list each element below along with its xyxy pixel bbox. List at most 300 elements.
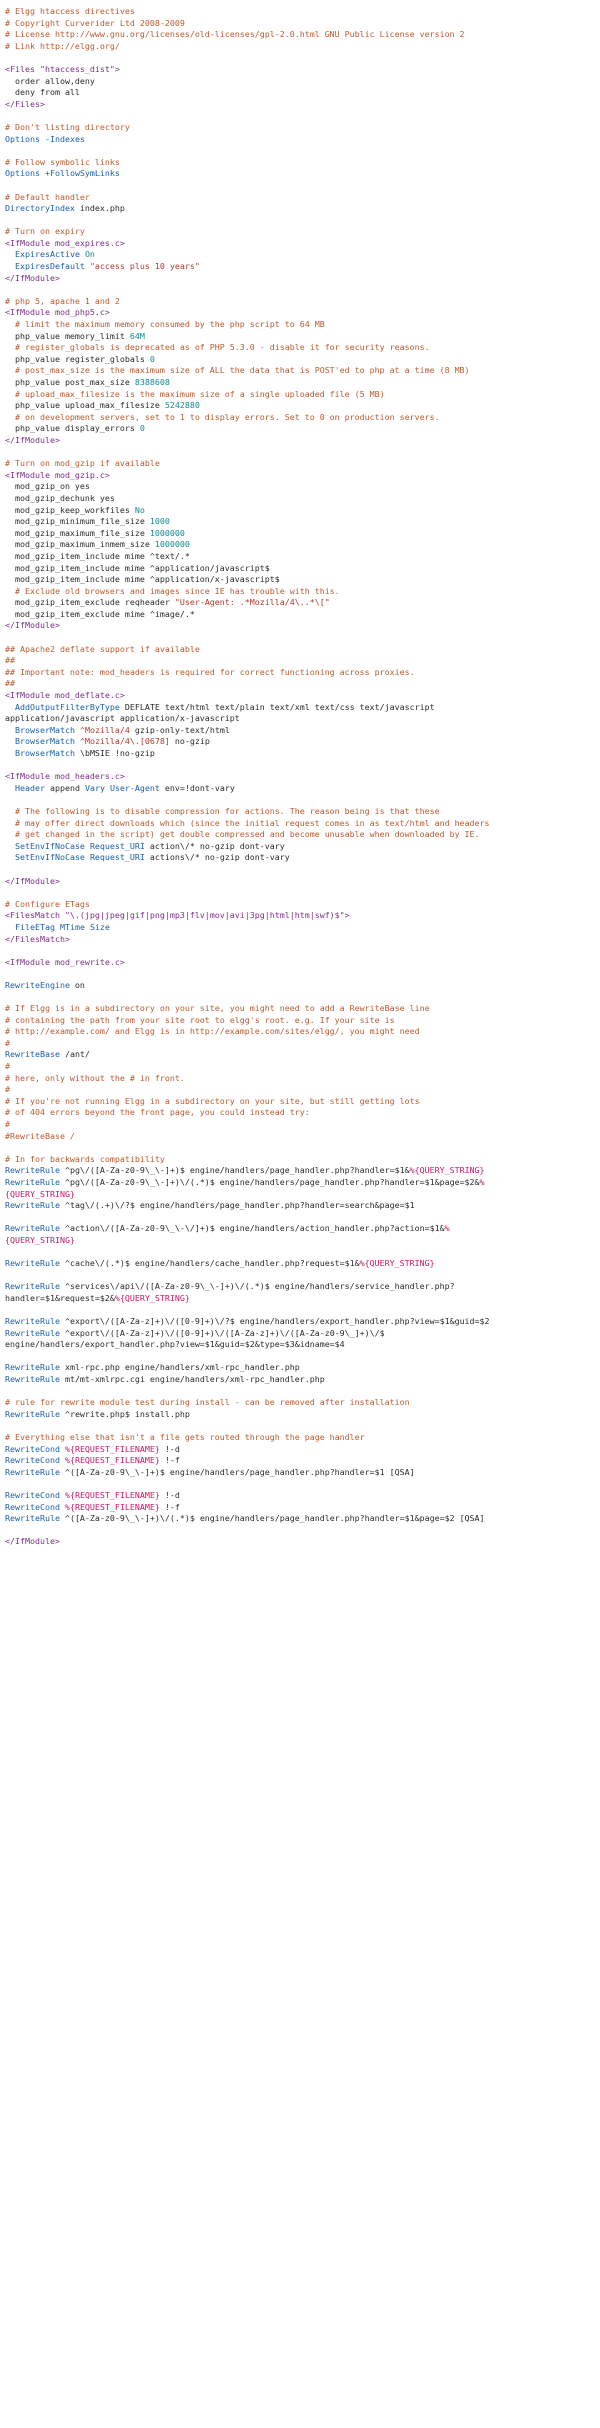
code-token: no-gzip xyxy=(169,736,210,747)
code-line xyxy=(5,1386,600,1398)
tag-token: </IfModule> xyxy=(5,434,60,445)
comment-token: # limit the maximum memory consumed by the php script to 64 MB xyxy=(5,319,325,330)
directive-token: User-Agent xyxy=(109,782,160,793)
code-line xyxy=(5,516,600,528)
code-line xyxy=(5,342,600,354)
code-token: DEFLATE text/html text/plain text/xml text/css text/javascript xyxy=(119,701,435,712)
directive-token: Request_URI xyxy=(89,840,145,851)
code-token: actions\/* no-gzip dont-vary xyxy=(144,852,290,863)
code-line xyxy=(5,1107,600,1119)
code-line xyxy=(5,52,600,64)
tag-token: </IfModule> xyxy=(5,272,60,283)
code-line xyxy=(5,1444,600,1456)
code-line xyxy=(5,110,600,122)
code-token: xml-rpc.php engine/handlers/xml-rpc_handler.php xyxy=(59,1362,300,1373)
directive-token: RewriteCond xyxy=(5,1455,60,1466)
code-token xyxy=(5,702,15,712)
variable-token: % xyxy=(479,1176,485,1187)
code-line xyxy=(5,1177,600,1189)
code-line xyxy=(5,1119,600,1131)
comment-token: # xyxy=(5,1119,10,1129)
directive-token: ExpiresDefault xyxy=(15,261,85,272)
code-token: on xyxy=(69,979,85,990)
code-token: ^action\/([A-Za-z0-9\_\-\/]+)$ engine/handlers/action_handler.php?action=$1& xyxy=(59,1223,445,1234)
code-line xyxy=(5,1328,600,1340)
code-line xyxy=(5,725,600,737)
code-token: order allow,deny xyxy=(5,75,95,86)
variable-token: %{QUERY_STRING} xyxy=(114,1292,190,1303)
comment-token: # Turn on expiry xyxy=(5,226,85,237)
code-line xyxy=(5,702,600,714)
comment-token: # php 5, apache 1 and 2 xyxy=(5,295,120,306)
code-line xyxy=(5,551,600,563)
comment-token: # Follow symbolic links xyxy=(5,156,120,167)
code-line xyxy=(5,806,600,818)
code-line xyxy=(5,1189,600,1201)
code-line xyxy=(5,215,600,227)
comment-token: #RewriteBase / xyxy=(5,1130,75,1141)
code-token: php_value display_errors xyxy=(5,423,140,434)
code-line xyxy=(5,1096,600,1108)
comment-token: # here, only without the # in front. xyxy=(5,1072,185,1083)
code-line xyxy=(5,760,600,772)
comment-token: ## Important note: mod_headers is required for correct functioning across proxies. xyxy=(5,666,415,677)
code-token: mod_gzip_on yes xyxy=(5,481,90,492)
code-token: php_value memory_limit xyxy=(5,330,130,341)
directive-token: Request_URI xyxy=(89,852,145,863)
code-line xyxy=(5,1513,600,1525)
code-line xyxy=(5,87,600,99)
directive-token: RewriteRule xyxy=(5,1258,60,1269)
code-token xyxy=(5,736,15,746)
variable-token: {QUERY_STRING} xyxy=(5,1234,75,1245)
code-line xyxy=(5,238,600,250)
code-line xyxy=(5,528,600,540)
comment-token: # Don't listing directory xyxy=(5,121,130,132)
code-line xyxy=(5,447,600,459)
directive-token: -Indexes xyxy=(44,133,85,144)
string-token: "User-Agent: .*Mozilla/4\..*\[" xyxy=(174,597,330,608)
code-line xyxy=(5,261,600,273)
code-line xyxy=(5,1455,600,1467)
code-token: php_value upload_max_filesize xyxy=(5,400,165,411)
code-line xyxy=(5,586,600,598)
directive-token: Options xyxy=(5,133,40,144)
tag-token: </IfModule> xyxy=(5,620,60,631)
variable-token: %{QUERY_STRING} xyxy=(359,1258,435,1269)
code-line xyxy=(5,1339,600,1351)
code-line xyxy=(5,1397,600,1409)
directive-token: RewriteCond xyxy=(5,1490,60,1500)
code-line xyxy=(5,1003,600,1015)
code-token: handler=$1&request=$2& xyxy=(5,1292,115,1303)
code-line xyxy=(5,1061,600,1073)
comment-token: # Elgg htaccess directives xyxy=(5,6,135,16)
code-line xyxy=(5,563,600,575)
code-line xyxy=(5,748,600,760)
comment-token: # Link http://elgg.org/ xyxy=(5,40,120,51)
code-token: !-f xyxy=(159,1455,180,1466)
code-line xyxy=(5,736,600,748)
code-line xyxy=(5,841,600,853)
number-token: 8388608 xyxy=(134,377,170,387)
code-line xyxy=(5,922,600,934)
code-token: action\/* no-gzip dont-vary xyxy=(144,840,285,851)
code-line xyxy=(5,192,600,204)
code-token: mt/mt-xmlrpc.cgi engine/handlers/xml-rpc_handler.php xyxy=(59,1374,325,1385)
code-token: ^tag\/(.+)\/?$ engine/handlers/page_handler.php?handler=search&page=$1 xyxy=(59,1200,415,1211)
string-token: "access plus 10 years" xyxy=(89,261,200,272)
tag-token: </Files> xyxy=(5,98,45,109)
code-token xyxy=(5,249,15,259)
number-token: 64M xyxy=(129,330,145,341)
number-token: 1000 xyxy=(149,516,170,527)
variable-token: %{REQUEST_FILENAME} xyxy=(64,1501,160,1512)
code-token: !-d xyxy=(159,1490,180,1500)
directive-token: BrowserMatch xyxy=(15,724,75,735)
directive-token: AddOutputFilterByType xyxy=(15,701,120,712)
code-token: ^rewrite.php$ install.php xyxy=(59,1408,190,1419)
number-token: 1000000 xyxy=(149,527,185,538)
code-line xyxy=(5,957,600,969)
code-line xyxy=(5,458,600,470)
code-line xyxy=(5,1247,600,1259)
code-line xyxy=(5,319,600,331)
code-line xyxy=(5,493,600,505)
code-line xyxy=(5,273,600,285)
comment-token: # post_max_size is the maximum size of ALL the data that is POST'ed to php at a time (8 MB) xyxy=(5,365,470,376)
directive-token: Options xyxy=(5,168,40,179)
code-line xyxy=(5,876,600,888)
comment-token: # http://example.com/ and Elgg is in http://example.com/sites/elgg/, you might need xyxy=(5,1026,420,1037)
number-token: 5242880 xyxy=(164,400,200,411)
directive-token: RewriteRule xyxy=(5,1176,60,1187)
code-line xyxy=(5,1235,600,1247)
code-token: ^pg\/([A-Za-z0-9\_\-]+)$ engine/handlers/page_handler.php?handler=$1& xyxy=(59,1165,410,1176)
code-line xyxy=(5,296,600,308)
code-token: mod_gzip_dechunk yes xyxy=(5,492,115,503)
code-token: mod_gzip_item_include mime ^text/.* xyxy=(5,550,190,561)
code-line xyxy=(5,145,600,157)
code-token: mod_gzip_item_exclude mime ^image/.* xyxy=(5,608,195,619)
code-line xyxy=(5,284,600,296)
code-line xyxy=(5,783,600,795)
code-line xyxy=(5,365,600,377)
directive-token: RewriteRule xyxy=(5,1316,60,1327)
code-line xyxy=(5,203,600,215)
comment-token: # Exclude old browsers and images since IE has trouble with this. xyxy=(5,585,340,596)
directive-token: RewriteRule xyxy=(5,1165,60,1176)
code-token: ^pg\/([A-Za-z0-9\_\-]+)\/(.*)$ engine/handlers/page_handler.php?handler=$1&page=$2& xyxy=(59,1176,480,1187)
code-line xyxy=(5,644,600,656)
directive-token: RewriteRule xyxy=(5,1466,60,1477)
code-line xyxy=(5,1351,600,1363)
code-line xyxy=(5,412,600,424)
code-token xyxy=(5,725,15,735)
code-token: mod_gzip_keep_workfiles xyxy=(5,504,135,515)
comment-token: # rule for rewrite module test during install - can be removed after installation xyxy=(5,1397,410,1408)
code-line xyxy=(5,1305,600,1317)
comment-token: # If you're not running Elgg in a subdirectory on your site, but still getting lots xyxy=(5,1095,420,1106)
directive-token: FileETag xyxy=(15,921,55,932)
code-token: \bMSIE !no-gzip xyxy=(74,748,155,758)
code-line xyxy=(5,76,600,88)
directive-token: RewriteRule xyxy=(5,1408,60,1419)
tag-token: </IfModule> xyxy=(5,1536,60,1547)
code-line xyxy=(5,1154,600,1166)
comment-token: # xyxy=(5,1061,10,1072)
tag-token: <IfModule mod_gzip.c> xyxy=(5,469,110,480)
code-line xyxy=(5,307,600,319)
code-line xyxy=(5,1293,600,1305)
comment-token: # upload_max_filesize is the maximum size of a single uploaded file (5 MB) xyxy=(5,388,385,399)
code-token: /ant/ xyxy=(59,1049,90,1060)
code-line xyxy=(5,1409,600,1421)
comment-token: # may offer direct downloads which (since the initial request comes in as text/html and headers xyxy=(5,817,490,828)
variable-token: %{QUERY_STRING} xyxy=(409,1165,485,1176)
tag-token: <FilesMatch "\.(jpg|jpeg|gif|png|mp3|flv|mov|avi|3pg|html|htm|swf)$"> xyxy=(5,910,350,921)
comment-token: # Configure ETags xyxy=(5,898,90,909)
code-line xyxy=(5,1502,600,1514)
code-line xyxy=(5,354,600,366)
code-token xyxy=(5,261,15,271)
code-line xyxy=(5,1142,600,1154)
code-token: engine/handlers/export_handler.php?view=$1&guid=$2&type=$3&idname=$4 xyxy=(5,1339,345,1350)
code-line xyxy=(5,249,600,261)
directive-token: RewriteRule xyxy=(5,1362,60,1373)
code-line xyxy=(5,934,600,946)
code-line xyxy=(5,1258,600,1270)
tag-token: <Files "htaccess_dist"> xyxy=(5,63,120,74)
code-line xyxy=(5,968,600,980)
code-line xyxy=(5,99,600,111)
code-line xyxy=(5,134,600,146)
code-line xyxy=(5,1015,600,1027)
tag-token: <IfModule mod_headers.c> xyxy=(5,771,125,782)
code-line xyxy=(5,470,600,482)
comment-token: ## xyxy=(5,678,15,689)
code-line xyxy=(5,29,600,41)
code-line xyxy=(5,1223,600,1235)
code-line xyxy=(5,1073,600,1085)
code-line xyxy=(5,1200,600,1212)
code-line xyxy=(5,1536,600,1548)
code-token: index.php xyxy=(74,203,125,214)
code-line xyxy=(5,1478,600,1490)
code-line xyxy=(5,168,600,180)
comment-token: # Everything else that isn't a file gets routed through the page handler xyxy=(5,1432,365,1443)
comment-token: # If Elgg is in a subdirectory on your site, you might need to add a RewriteBase line xyxy=(5,1003,430,1014)
tag-token: <IfModule mod_rewrite.c> xyxy=(5,956,125,967)
variable-token: %{REQUEST_FILENAME} xyxy=(64,1490,160,1500)
tag-token: <IfModule mod_expires.c> xyxy=(5,237,125,248)
directive-token: RewriteRule xyxy=(5,1281,60,1292)
code-line xyxy=(5,887,600,899)
directive-token: RewriteCond xyxy=(5,1443,60,1454)
code-line xyxy=(5,41,600,53)
directive-token: RewriteCond xyxy=(5,1501,60,1512)
code-token xyxy=(5,783,15,793)
code-line xyxy=(5,1490,600,1502)
comment-token: # Turn on mod_gzip if available xyxy=(5,458,160,469)
code-token xyxy=(5,922,15,932)
comment-token: # register_globals is deprecated as of PHP 5.3.0 - disable it for security reasons. xyxy=(5,342,430,353)
code-line xyxy=(5,122,600,134)
code-line xyxy=(5,818,600,830)
code-line xyxy=(5,377,600,389)
code-line xyxy=(5,991,600,1003)
string-token: ^Mozilla/4\.[0678] xyxy=(79,736,170,747)
tag-token: </IfModule> xyxy=(5,875,60,886)
code-token: ^services\/api\/([A-Za-z0-9\_\-]+)\/(.*)$ engine/handlers/service_handler.php? xyxy=(59,1281,455,1292)
variable-token: {QUERY_STRING} xyxy=(5,1188,75,1199)
variable-token: %{REQUEST_FILENAME} xyxy=(64,1443,160,1454)
code-line xyxy=(5,1165,600,1177)
directive-token: ExpiresActive xyxy=(15,249,80,260)
directive-token: BrowserMatch xyxy=(15,748,75,758)
variable-token: %{REQUEST_FILENAME} xyxy=(64,1455,160,1466)
comment-token: # get changed in the script) get double compressed and become unusable when downloaded by IE. xyxy=(5,829,480,840)
variable-token: % xyxy=(444,1223,450,1234)
number-token: No xyxy=(134,504,145,515)
code-line xyxy=(5,945,600,957)
code-token: mod_gzip_item_exclude reqheader xyxy=(5,597,175,608)
number-token: 0 xyxy=(139,423,145,434)
comment-token: ## xyxy=(5,655,15,666)
code-line xyxy=(5,64,600,76)
code-line xyxy=(5,539,600,551)
code-line xyxy=(5,1420,600,1432)
directive-token: BrowserMatch xyxy=(15,736,75,747)
code-token: ^export\/([A-Za-z]+)\/([0-9]+)\/([A-Za-z]+)\/([A-Za-z0-9\_]+)\/$ xyxy=(59,1327,385,1338)
number-token: On xyxy=(84,249,95,260)
code-token: php_value register_globals xyxy=(5,353,150,364)
tag-token: </FilesMatch> xyxy=(5,933,70,944)
code-line xyxy=(5,1026,600,1038)
code-line xyxy=(5,331,600,343)
code-line xyxy=(5,667,600,679)
code-line xyxy=(5,794,600,806)
code-line xyxy=(5,980,600,992)
code-token: ^cache\/(.*)$ engine/handlers/cache_handler.php?request=$1& xyxy=(59,1258,360,1269)
code-line xyxy=(5,910,600,922)
directive-token: Vary xyxy=(84,782,105,793)
comment-token: # xyxy=(5,1084,10,1095)
code-line xyxy=(5,609,600,621)
directive-token: RewriteRule xyxy=(5,1374,60,1385)
code-token: php_value post_max_size xyxy=(5,377,135,387)
code-line xyxy=(5,899,600,911)
code-token: ^([A-Za-z0-9\_\-]+)$ engine/handlers/page_handler.php?handler=$1 [QSA] xyxy=(59,1466,415,1477)
directive-token: RewriteRule xyxy=(5,1223,60,1234)
code-line xyxy=(5,423,600,435)
code-line xyxy=(5,1362,600,1374)
comment-token: ## Apache2 deflate support if available xyxy=(5,643,200,654)
comment-token: # Copyright Curverider Ltd 2008-2009 xyxy=(5,17,185,28)
comment-token: # License http://www.gnu.org/licenses/old-licenses/gpl-2.0.html GNU Public License version 2 xyxy=(5,29,465,40)
code-token: env=!dont-vary xyxy=(159,782,235,793)
code-line xyxy=(5,655,600,667)
code-token: mod_gzip_maximum_inmem_size xyxy=(5,539,155,550)
code-token: application/javascript application/x-javascript xyxy=(5,713,240,724)
code-line xyxy=(5,481,600,493)
comment-token: # xyxy=(5,1037,10,1048)
code-token: mod_gzip_item_include mime ^application/x-javascript$ xyxy=(5,574,280,585)
code-line xyxy=(5,1049,600,1061)
code-token: !-d xyxy=(159,1443,180,1454)
code-line xyxy=(5,864,600,876)
code-line xyxy=(5,678,600,690)
code-line xyxy=(5,632,600,644)
number-token: 1000000 xyxy=(154,539,190,550)
code-line xyxy=(5,690,600,702)
code-token xyxy=(5,841,15,851)
code-token: append xyxy=(44,782,85,793)
comment-token: # In for backwards compatibility xyxy=(5,1153,165,1164)
comment-token: # containing the path from your site root to elgg's root. e.g. If your site is xyxy=(5,1014,395,1025)
code-line xyxy=(5,1212,600,1224)
comment-token: # on development servers, set to 1 to display errors. Set to 0 on production servers. xyxy=(5,411,440,422)
code-line xyxy=(5,435,600,447)
code-token: gzip-only-text/html xyxy=(129,724,230,735)
code-line xyxy=(5,389,600,401)
code-line xyxy=(5,1038,600,1050)
number-token: 0 xyxy=(149,353,155,364)
code-token xyxy=(5,748,15,758)
directive-token: RewriteEngine xyxy=(5,979,70,990)
comment-token: # of 404 errors beyond the front page, you could instead try: xyxy=(5,1107,310,1118)
tag-token: <IfModule mod_deflate.c> xyxy=(5,690,125,701)
directive-token: RewriteRule xyxy=(5,1327,60,1338)
code-line xyxy=(5,400,600,412)
directive-token: RewriteBase xyxy=(5,1049,60,1060)
code-line xyxy=(5,180,600,192)
directive-token: SetEnvIfNoCase xyxy=(15,840,85,851)
string-token: ^Mozilla/4 xyxy=(79,724,130,735)
code-line xyxy=(5,1525,600,1537)
directive-token: SetEnvIfNoCase xyxy=(15,852,85,863)
code-token: !-f xyxy=(159,1501,180,1512)
code-line xyxy=(5,620,600,632)
directive-token: MTime Size xyxy=(59,921,110,932)
code-line xyxy=(5,852,600,864)
code-line xyxy=(5,1374,600,1386)
code-token: ^([A-Za-z0-9\_\-]+)\/(.*)$ engine/handlers/page_handler.php?handler=$1&page=$2 [QSA] xyxy=(59,1513,485,1524)
code-token: mod_gzip_minimum_file_size xyxy=(5,516,150,527)
code-line xyxy=(5,1131,600,1143)
code-line xyxy=(5,597,600,609)
directive-token: +FollowSymLinks xyxy=(44,168,120,179)
code-line xyxy=(5,1467,600,1479)
directive-token: RewriteRule xyxy=(5,1513,60,1524)
code-token xyxy=(5,852,15,862)
tag-token: <IfModule mod_php5.c> xyxy=(5,307,110,318)
code-token: mod_gzip_maximum_file_size xyxy=(5,527,150,538)
directive-token: Header xyxy=(15,782,45,793)
comment-token: # The following is to disable compression for actions. The reason being is that these xyxy=(5,805,440,816)
directive-token: DirectoryIndex xyxy=(5,203,75,214)
code-line xyxy=(5,771,600,783)
code-line xyxy=(5,18,600,30)
directive-token: RewriteRule xyxy=(5,1200,60,1211)
code-line xyxy=(5,226,600,238)
code-line xyxy=(5,713,600,725)
code-line xyxy=(5,505,600,517)
code-line xyxy=(5,6,600,18)
code-token: mod_gzip_item_include mime ^application/javascript$ xyxy=(5,562,270,573)
code-line xyxy=(5,574,600,586)
code-line xyxy=(5,1270,600,1282)
